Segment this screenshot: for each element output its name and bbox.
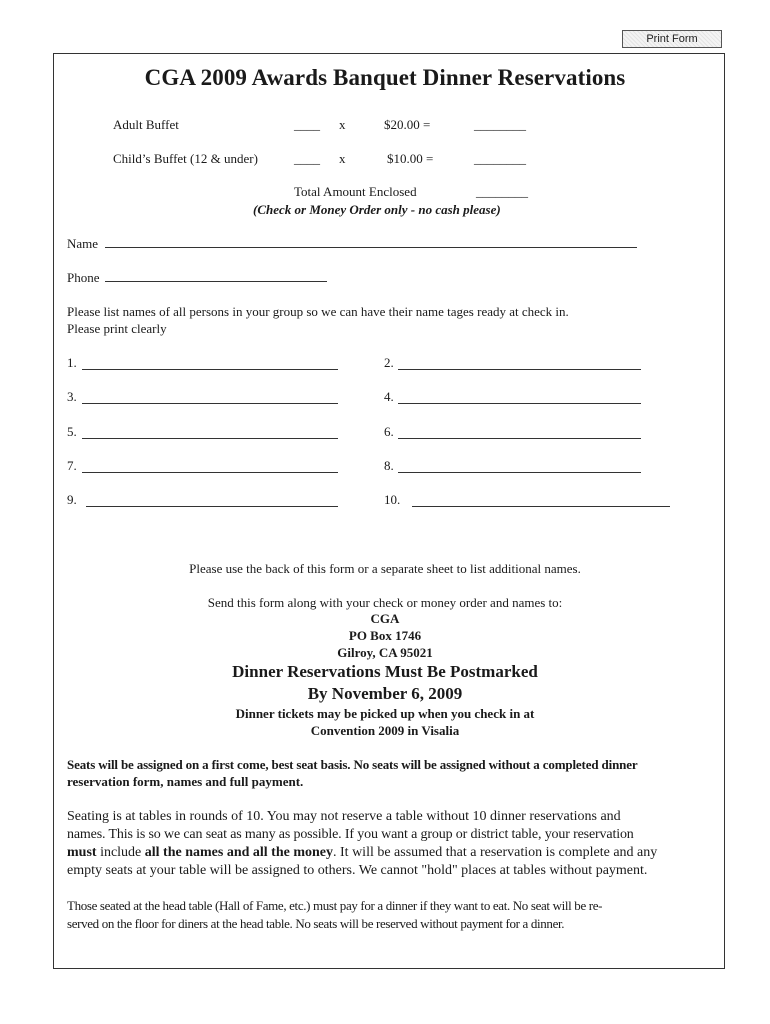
guest-number-10: 10. — [384, 492, 401, 507]
adult-times-sign: x — [339, 117, 346, 132]
adult-quantity-field[interactable]: ____ — [294, 117, 320, 132]
print-form-button[interactable]: Print Form — [622, 30, 722, 48]
ticket-pickup-location: Convention 2009 in Visalia — [310, 723, 460, 738]
seat-assignment-note: Seats will be assigned on a first come, best seat basis. No seats will be assigned without a completed dinner — [67, 757, 638, 772]
mailing-intro: Send this form along with your check or money order and names to: — [207, 595, 563, 610]
name-input-line[interactable] — [105, 246, 637, 248]
guest-line-4[interactable] — [398, 402, 641, 404]
payment-note: (Check or Money Order only - no cash please) — [253, 202, 501, 217]
mailing-org: CGA — [370, 611, 400, 626]
phone-input-line[interactable] — [105, 280, 327, 282]
print-clearly-note: Please print clearly — [67, 321, 167, 336]
guest-number-7: 7. — [67, 458, 77, 473]
guest-line-2[interactable] — [398, 368, 641, 370]
postmark-deadline-heading: Dinner Reservations Must Be Postmarked — [232, 662, 538, 681]
seat-assignment-note-cont: reservation form, names and full payment. — [67, 774, 304, 789]
child-price: $10.00 = — [387, 151, 434, 166]
guest-number-5: 5. — [67, 424, 77, 439]
child-buffet-label: Child’s Buffet (12 & under) — [113, 151, 258, 166]
guest-line-9[interactable] — [86, 505, 338, 507]
guest-number-4: 4. — [384, 389, 394, 404]
guest-number-1: 1. — [67, 355, 77, 370]
seating-paragraph — [67, 808, 707, 880]
guest-line-3[interactable] — [82, 402, 338, 404]
phone-label: Phone — [67, 270, 100, 285]
child-quantity-field[interactable]: ____ — [294, 151, 320, 166]
guest-number-6: 6. — [384, 424, 394, 439]
guest-line-5[interactable] — [82, 437, 338, 439]
guest-line-8[interactable] — [398, 471, 641, 473]
seating-line-3-end: . It will be assumed that a reservation is complete and any — [333, 845, 658, 860]
total-amount-field[interactable]: ________ — [476, 184, 528, 199]
child-times-sign: x — [339, 151, 346, 166]
seating-line-1: Seating is at tables in rounds of 10. You may not reserve a table without 10 dinner reservations and — [67, 809, 621, 824]
additional-names-note: Please use the back of this form or a separate sheet to list additional names. — [189, 561, 581, 576]
name-label: Name — [67, 236, 99, 251]
head-table-line-1: Those seated at the head table (Hall of Fame, etc.) must pay for a dinner if they want to eat. No seat will be re- — [67, 898, 603, 913]
guest-number-9: 9. — [67, 492, 77, 507]
guest-line-6[interactable] — [398, 437, 641, 439]
guest-line-7[interactable] — [82, 471, 338, 473]
mailing-po-box: PO Box 1746 — [348, 628, 422, 643]
form-title: CGA 2009 Awards Banquet Dinner Reservations — [144, 65, 626, 90]
guest-number-8: 8. — [384, 458, 394, 473]
guest-line-10[interactable] — [412, 505, 670, 507]
adult-price: $20.00 = — [384, 117, 431, 132]
head-table-paragraph — [67, 897, 707, 933]
postmark-deadline-date: By November 6, 2009 — [307, 684, 463, 703]
adult-total-field[interactable]: ________ — [474, 117, 526, 132]
child-total-field[interactable]: ________ — [474, 151, 526, 166]
group-instructions: Please list names of all persons in your group so we can have their name tages ready at check in. — [67, 304, 569, 319]
adult-buffet-label: Adult Buffet — [113, 117, 179, 132]
seating-include: include — [96, 845, 145, 860]
mailing-city: Gilroy, CA 95021 — [337, 645, 433, 660]
seating-must: must — [67, 845, 97, 860]
guest-number-2: 2. — [384, 355, 394, 370]
seating-line-2: names. This is so we can seat as many as possible. If you want a group or district table, your reservation — [67, 827, 634, 842]
guest-number-3: 3. — [67, 389, 77, 404]
total-amount-label: Total Amount Enclosed — [294, 184, 417, 199]
ticket-pickup-note: Dinner tickets may be picked up when you check in at — [235, 706, 535, 721]
head-table-line-2: served on the floor for diners at the head table. No seats will be reserved without payment for a dinner. — [67, 916, 565, 931]
seating-all-names-money: all the names and all the money — [144, 845, 334, 860]
seating-line-3 — [67, 844, 707, 862]
guest-line-1[interactable] — [82, 368, 338, 370]
seating-line-4: empty seats at your table will be assigned to others. We cannot "hold" places at tables without payment. — [67, 863, 648, 878]
